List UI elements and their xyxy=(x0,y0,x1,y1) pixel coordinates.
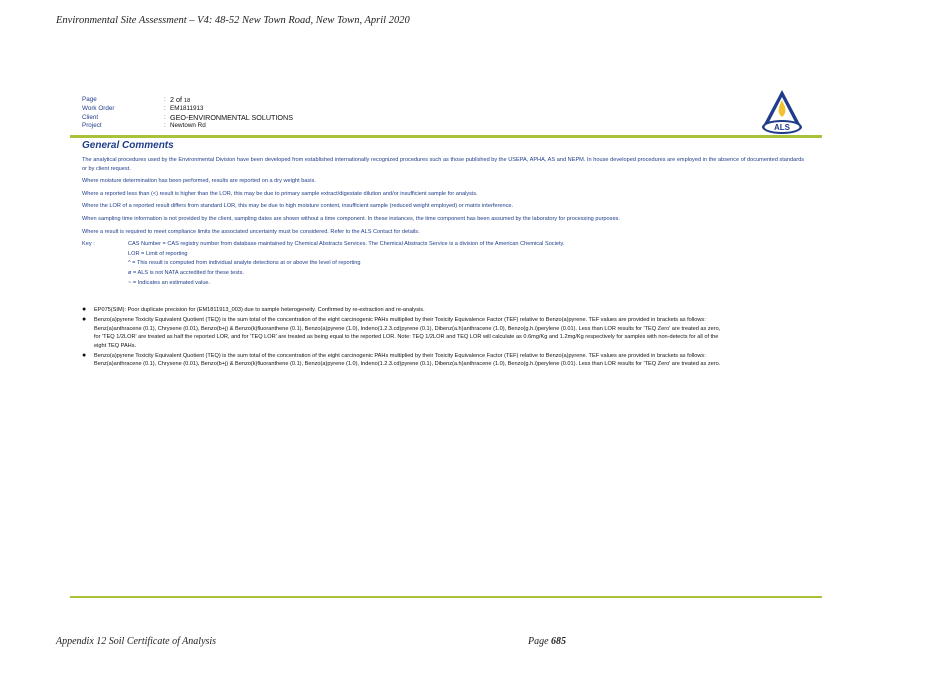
key-line: ø = ALS is not NATA accredited for these tests. xyxy=(128,269,244,276)
meta-separator: : xyxy=(164,96,166,103)
meta-label-page: Page xyxy=(82,96,97,103)
bullet-text: Benzo(a)pyrene Toxicity Equivalent Quotient (TEQ) is the sum total of the concentration of the eight carcinogenic PAHs multiplied by their Toxicity Equivalence Factor (TEF) relative to Benzo(a)pyrene. TEF values are provided in brackets as follows: Benz(a)anthracene (0.1), Chrysene (0.01), Benzo(b+j) & Benzo(k)fluoranthene (0.1), Benzo(a)pyrene (1.0), Indeno(1.2.3.cd)pyrene (0.1), Dibenz(a.h)anthracene (1.0), Benzo(g.h.i)perylene (0.01). Less than LOR results for 'TEQ Zero' are treated as zero. xyxy=(94,353,721,368)
meta-page-of: of xyxy=(174,95,184,104)
meta-row-project xyxy=(82,122,293,130)
footer-page-label: Page xyxy=(528,636,552,647)
report-meta xyxy=(82,96,293,130)
meta-label-client: Client xyxy=(82,113,99,121)
meta-label-project: Project xyxy=(82,121,102,129)
section-title: General Comments xyxy=(82,140,174,151)
meta-separator: : xyxy=(164,121,166,129)
meta-value-work-order: EM1811913 xyxy=(170,105,204,113)
key-line: ^ = This result is computed from individual analyte detections at or above the level of reporting xyxy=(128,260,361,267)
meta-separator: : xyxy=(164,113,166,121)
meta-label-work-order: Work Order xyxy=(82,105,115,113)
logo-text: ALS xyxy=(774,123,790,132)
key-line: ~ = Indicates an estimated value. xyxy=(128,279,211,286)
meta-row-client xyxy=(82,114,293,122)
footer-page-number xyxy=(528,636,566,647)
meta-page-total: 18 xyxy=(184,98,191,104)
comment-paragraph: Where a reported less than (<) result is higher than the LOR, this may be due to primary sample extract/digestate dilution and/or insufficient sample for analysis. xyxy=(82,190,478,197)
meta-row-page xyxy=(82,96,293,105)
bullet-dot-icon: ● xyxy=(82,306,87,313)
bullet-text: Benzo(a)pyrene Toxicity Equivalent Quotient (TEQ) is the sum total of the concentration of the eight carcinogenic PAHs multiplied by their Toxicity Equivalence Factor (TEF) relative to Benzo(a)pyrene. TEF values are provided in brackets as follows: Benz(a)anthracene (0.1), Chrysene (0.01), Benzo(b+j) & Benzo(k)fluoranthene (0.1), Benzo(a)pyrene (1.0), Indeno(1.2.3.cd)pyrene (0.1), Dibenz(a.h)anthracene (1.0), Benzo(g.h.i)perylene (0.01). Less than LOR results for 'TEQ Zero' are treated as zero, for 'TEQ 1/2LOR' are treated as half the reported LOR, and for 'TEQ LOR' are treated as being equal to the reported LOR. Note: TEQ 1/2LOR and TEQ LOR will calculate as 0.6mg/Kg and 1.2mg/Kg respectively for samples with non-detects for all of the eight TEQ PAHs. xyxy=(94,317,721,349)
bullet-item xyxy=(82,316,722,350)
meta-value-client: GEO-ENVIRONMENTAL SOLUTIONS xyxy=(170,112,294,122)
key-lines xyxy=(128,240,564,288)
general-comments-body xyxy=(82,156,804,288)
comment-paragraph: Where moisture determination has been performed, results are reported on a dry weight basis. xyxy=(82,178,316,185)
bullet-list xyxy=(82,306,722,371)
key-line: CAS Number = CAS registry number from database maintained by Chemical Abstracts Services. The Chemical Abstracts Service is a division of the American Chemical Society. xyxy=(128,241,565,248)
bullet-item xyxy=(82,306,722,314)
comment-paragraph: The analytical procedures used by the Environmental Division have been developed from established internationally recognized procedures such as those published by the USEPA, APHA, AS and NEPM. In house developed procedures are employed in the absence of documented standards or by client request. xyxy=(82,157,804,172)
comment-paragraph: Where a result is required to meet compliance limits the associated uncertainty must be considered. Refer to the ALS Contact for details. xyxy=(82,228,420,235)
footer-page-value: 685 xyxy=(551,636,567,647)
running-header-title: Environmental Site Assessment – V4: 48-52 New Town Road, New Town, April 2020 xyxy=(56,15,410,26)
als-logo-icon xyxy=(760,88,804,136)
header-divider xyxy=(70,135,822,138)
bullet-dot-icon: ● xyxy=(82,316,87,324)
bullet-item xyxy=(82,352,722,369)
key-line: LOR = Limit of reporting xyxy=(128,250,188,257)
key-label: Key : xyxy=(82,241,95,248)
footer-appendix-title: Appendix 12 Soil Certificate of Analysis xyxy=(56,636,217,647)
meta-value-project: Newtown Rd xyxy=(170,121,206,129)
meta-value-page xyxy=(170,96,190,105)
footer-divider xyxy=(70,596,822,598)
key-block xyxy=(82,240,804,288)
meta-separator: : xyxy=(164,105,166,113)
meta-page-current: 2 xyxy=(170,95,174,104)
comment-paragraph: Where the LOR of a reported result differs from standard LOR, this may be due to high moisture content, insufficient sample (reduced weight employed) or matrix interference. xyxy=(82,203,514,210)
bullet-text: EP075(SIM): Poor duplicate precision for (EM1811913_003) due to sample heterogeneity. Confirmed by re-extraction and re-analysis. xyxy=(94,307,425,313)
bullet-dot-icon: ● xyxy=(82,352,87,360)
comment-paragraph: When sampling time information is not provided by the client, sampling dates are shown without a time component. In these instances, the time component has been assumed by the laboratory for processing purposes. xyxy=(82,215,620,222)
